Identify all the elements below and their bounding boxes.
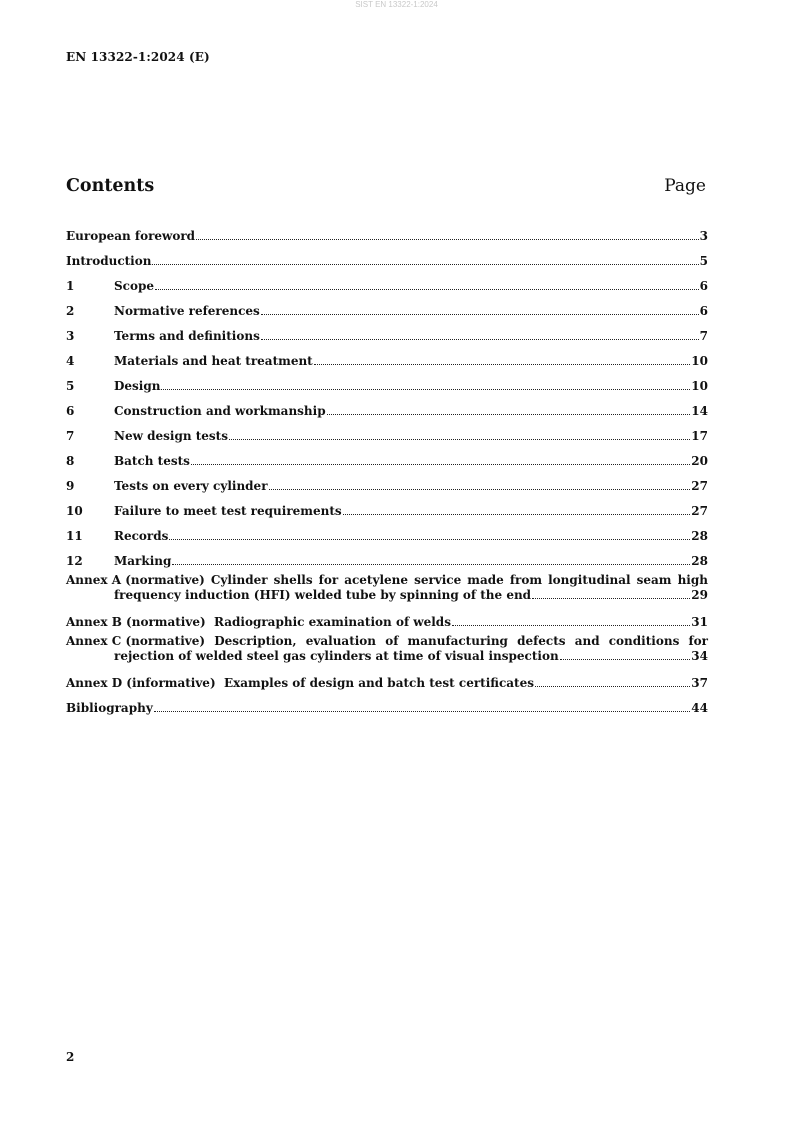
toc-entry-clause-11[interactable] [66,519,708,544]
toc-entry-number: 10 [66,504,83,518]
toc-entry-page: 10 [691,379,708,393]
toc-entry-bibliography[interactable] [66,691,708,716]
toc-entry-clause-9[interactable] [66,469,708,494]
toc-entry-page: 7 [699,329,708,343]
toc-entry-page: 34 [691,649,708,663]
annex-c-word: defects [517,634,566,648]
toc-entry-page: 31 [691,615,708,629]
toc-entry-page: 14 [691,404,708,418]
toc-entry-label: Terms and definitions [114,329,260,343]
toc-entry-clause-2[interactable] [66,294,708,319]
toc-entry-label: Design [114,379,161,393]
toc-entry-number: 2 [66,304,75,318]
toc-entry-label: Failure to meet test requirements [114,504,342,518]
annex-a-word: high [677,573,708,587]
toc-entry-page: 27 [691,479,708,493]
annex-a-word: for [318,573,339,587]
toc-entry-label: Batch tests [114,454,190,468]
toc-entry-label: Tests on every cylinder [114,479,268,493]
toc-entry-label: European foreword [66,229,196,243]
dot-leader [229,439,690,440]
page-number: 2 [66,1050,75,1064]
toc-entry-number: 12 [66,554,83,568]
page-column-label: Page [664,176,706,196]
toc-entry-number: 6 [66,404,75,418]
annex-c-word: conditions [608,634,680,648]
dot-leader [327,414,691,415]
dot-leader [261,314,699,315]
toc-entry-introduction[interactable] [66,244,708,269]
annex-a-word: longitudinal [548,573,631,587]
toc-entry-page: 17 [691,429,708,443]
annex-a-word: service [414,573,462,587]
dot-leader [535,686,690,687]
toc-entry-label: Normative references [114,304,260,318]
dot-leader [169,539,690,540]
toc-entry-clause-8[interactable] [66,444,708,469]
dot-leader [191,464,690,465]
toc-entry-number: 4 [66,354,75,368]
annex-a-word: Cylinder [210,573,268,587]
toc-entry-number: 5 [66,379,75,393]
annex-c-title-continuation: rejection of welded steel gas cylinders at time of visual inspection [114,649,559,663]
annex-c-word: Annex C (normative) [66,634,206,648]
contents-header [66,176,706,196]
toc-entry-clause-5[interactable] [66,369,708,394]
toc-entry-clause-6[interactable] [66,394,708,419]
toc-entry-annex-b[interactable] [66,605,708,630]
toc-entry-page: 28 [691,529,708,543]
toc-entry-page: 44 [691,701,708,715]
dot-leader [196,239,699,240]
annex-a-title-line [66,573,708,588]
toc-entry-number: 3 [66,329,75,343]
annex-a-title-continuation: frequency induction (HFI) welded tube by spinning of the end [114,588,532,602]
toc-entry-clause-10[interactable] [66,494,708,519]
table-of-contents [66,219,708,716]
toc-entry-label: Introduction [66,254,152,268]
dot-leader [155,289,699,290]
annex-a-word: acetylene [344,573,409,587]
dot-leader [314,364,691,365]
annex-c-title-line [66,634,708,649]
toc-entry-label: Construction and workmanship [114,404,326,418]
toc-entry-clause-12[interactable] [66,544,708,569]
annex-c-word: and [574,634,600,648]
toc-entry-label: New design tests [114,429,228,443]
toc-entry-number: 8 [66,454,75,468]
annex-a-word: shells [273,573,313,587]
watermark: SIST EN 13322-1:2024 [355,0,438,9]
toc-entry-foreword[interactable] [66,219,708,244]
toc-entry-clause-3[interactable] [66,319,708,344]
dot-leader [343,514,691,515]
toc-entry-label: Marking [114,554,172,568]
toc-entry-page: 29 [691,588,708,602]
dot-leader [452,625,690,626]
toc-entry-page: 28 [691,554,708,568]
dot-leader [154,711,691,712]
toc-entry-number: 1 [66,279,75,293]
annex-a-word: made [467,573,504,587]
dot-leader [152,264,698,265]
toc-entry-page: 3 [699,229,708,243]
toc-entry-clause-7[interactable] [66,419,708,444]
toc-entry-page: 6 [699,304,708,318]
toc-entry-clause-4[interactable] [66,344,708,369]
toc-entry-clause-1[interactable] [66,269,708,294]
toc-entry-page: 6 [699,279,708,293]
toc-entry-page: 10 [691,354,708,368]
toc-entry-page: 37 [691,676,708,690]
toc-entry-number: 7 [66,429,75,443]
dot-leader [532,598,690,599]
dot-leader [261,339,699,340]
toc-entry-number: 11 [66,529,83,543]
dot-leader [172,564,690,565]
contents-title: Contents [66,176,155,196]
toc-entry-page: 27 [691,504,708,518]
toc-entry-page: 20 [691,454,708,468]
annex-c-word: for [688,634,708,648]
toc-entry-label: Bibliography [66,701,153,715]
toc-entry-label: Annex D (informative) Examples of design and batch test certificates [66,676,534,690]
annex-a-word: seam [636,573,672,587]
annex-a-word: from [509,573,543,587]
dot-leader [161,389,690,390]
dot-leader [560,659,691,660]
annex-c-word: of [385,634,399,648]
annex-a-word: Annex A (normative) [66,573,205,587]
document-id: EN 13322-1:2024 (E) [66,50,210,64]
toc-entry-label: Records [114,529,169,543]
toc-entry-annex-a[interactable] [66,569,708,605]
toc-entry-label: Scope [114,279,155,293]
toc-entry-annex-d[interactable] [66,666,708,691]
dot-leader [269,489,691,490]
toc-entry-label: Annex B (normative) Radiographic examination of welds [66,615,451,629]
toc-entry-number: 9 [66,479,75,493]
annex-c-word: manufacturing [407,634,508,648]
toc-entry-page: 5 [699,254,708,268]
toc-entry-label: Materials and heat treatment [114,354,313,368]
annex-c-word: evaluation [305,634,377,648]
annex-c-word: Description, [214,634,297,648]
toc-entry-annex-c[interactable] [66,630,708,666]
